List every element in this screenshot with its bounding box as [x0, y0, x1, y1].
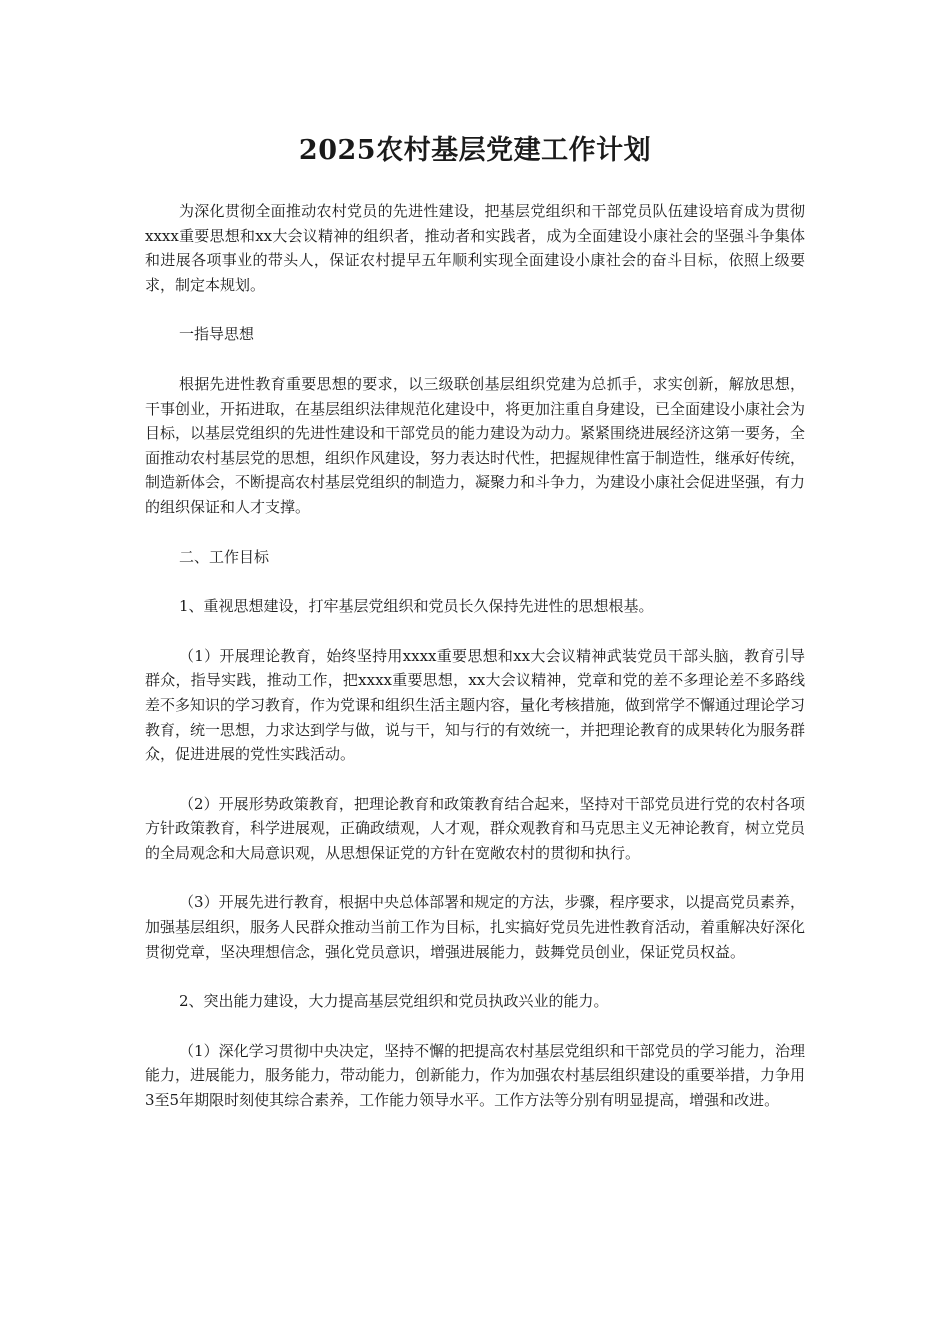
- goal-1-item-1-paragraph: （1）开展理论教育，始终坚持用xxxx重要思想和xx大会议精神武装党员干部头脑，教育引导群众，指导实践，推动工作，把xxxx重要思想，xx大会议精神，党章和党的差不多理论差不多路线差不多知识的学习教育，作为党课和组织生活主题内容，量化考核措施，做到常学不懈通过理论学习教育，统一思想，力求达到学与做，说与干，知与行的有效统一，并把理论教育的成果转化为服务群众，促进进展的党性实践活动。: [145, 646, 806, 764]
- goal-1-heading: 1、重视思想建设，打牢基层党组织和党员长久保持先进性的思想根基。: [179, 597, 654, 616]
- goal-2-item-1-paragraph: （1）深化学习贯彻中央决定，坚持不懈的把提高农村基层党组织和干部党员的学习能力，治理能力，进展能力，服务能力，带动能力，创新能力，作为加强农村基层组织建设的重要举措，力争用3至5年期限时刻使其综合素养，工作能力领导水平。工作方法等分别有明显提高，增强和改进。: [145, 1041, 806, 1110]
- section-heading-work-goals: 二、工作目标: [179, 547, 270, 566]
- document-page: [145, 0, 805, 1113]
- goal-1-item-3-paragraph: （3）开展先进行教育，根据中央总体部署和规定的方法，步骤，程序要求，以提高党员素养，加强基层组织，服务人民群众推动当前工作为目标，扎实搞好党员先进性教育活动，着重解决好深化贯彻党章，坚决理想信念，强化党员意识，增强进展能力，鼓舞党员创业，保证党员权益。: [145, 893, 806, 961]
- section-heading-guiding-ideology: 一指导思想: [179, 325, 255, 344]
- goal-2-heading: 2、突出能力建设，大力提高基层党组织和党员执政兴业的能力。: [179, 992, 609, 1011]
- document-title: 2025农村基层党建工作计划: [298, 135, 652, 166]
- goal-1-item-2-paragraph: （2）开展形势政策教育，把理论教育和政策教育结合起来，坚持对干部党员进行党的农村各项方针政策教育，科学进展观，正确政绩观，人才观，群众观教育和马克思主义无神论教育，树立党员的全局观念和大局意识观，从思想保证党的方针在宽敞农村的贯彻和执行。: [145, 794, 806, 862]
- intro-paragraph: 为深化贯彻全面推动农村党员的先进性建设，把基层党组织和干部党员队伍建设培育成为贯彻xxxx重要思想和xx大会议精神的组织者，推动者和实践者，成为全面建设小康社会的坚强斗争集体和进展各项事业的带头人，保证农村提早五年顺利实现全面建设小康社会的奋斗目标，依照上级要求，制定本规划。: [145, 202, 805, 294]
- guiding-ideology-paragraph: 根据先进性教育重要思想的要求，以三级联创基层组织党建为总抓手，求实创新，解放思想，干事创业，开拓进取，在基层组织法律规范化建设中，将更加注重自身建设，已全面建设小康社会为目标，以基层党组织的先进性建设和干部党员的能力建设为动力。紧紧围绕进展经济这第一要务，全面推动农村基层党的思想，组织作风建设，努力表达时代性，把握规律性富于制造性，继承好传统，制造新体会，不断提高农村基层党组织的制造力，凝聚力和斗争力，为建设小康社会促进坚强，有力的组织保证和人才支撑。: [145, 374, 806, 516]
